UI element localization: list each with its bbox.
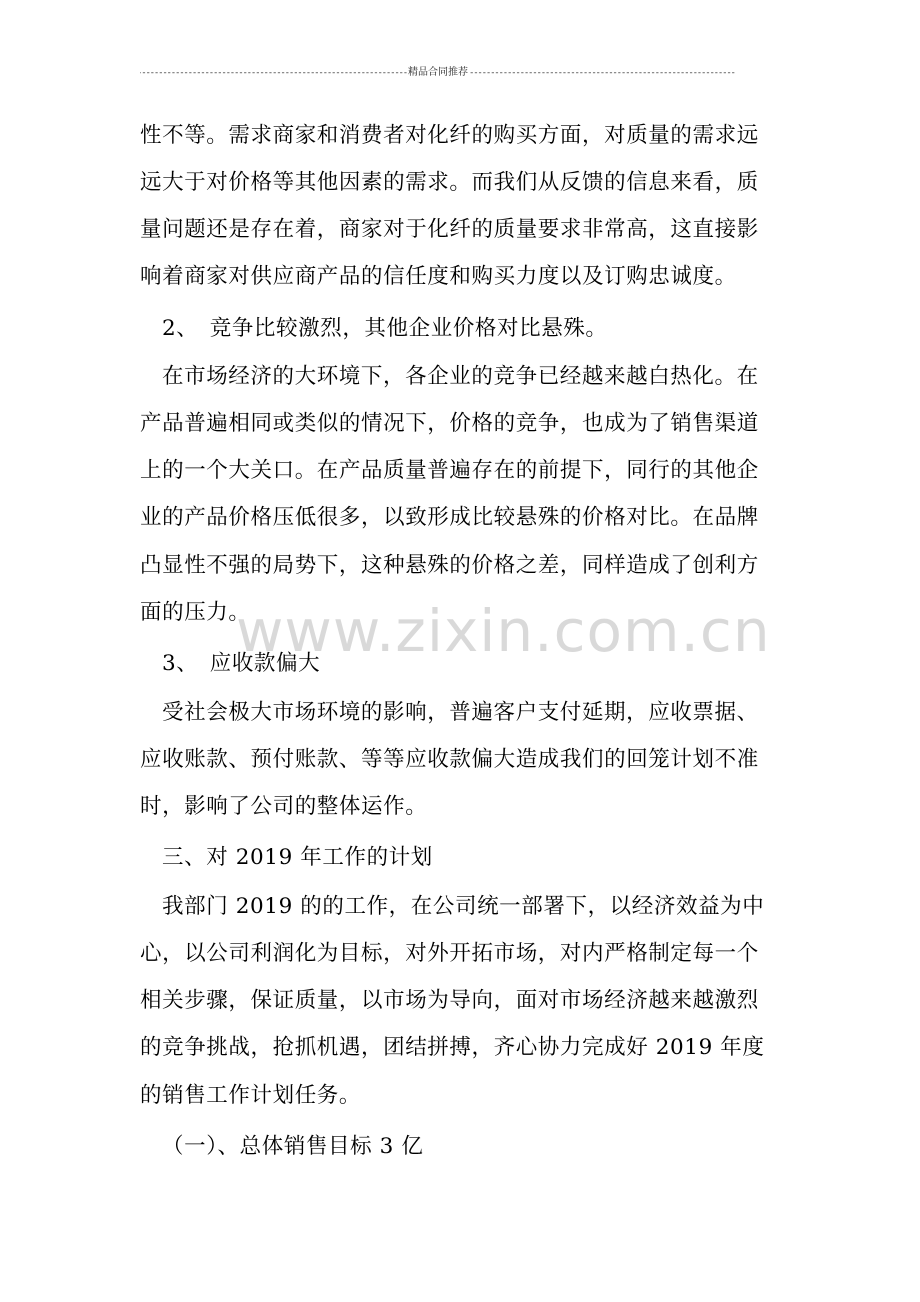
header-title: 精品合同推荐 [408,67,468,78]
text-line: 在市场经济的大环境下，各企业的竞争已经越来越白热化。在 [162,364,759,389]
text-line: 的竞争挑战，抢抓机遇，团结拼搏，齐心协力完成好 2019 年度 [140,1035,765,1060]
header-dash-left [140,66,407,80]
text-line: 响着商家对供应商产品的信任度和购买力度以及订购忠诚度。 [140,264,737,289]
text-line: 凸显性不强的局势下，这种悬殊的价格之差，同样造成了创利方 [140,553,759,578]
text-line: 相关步骤，保证质量，以市场为导向，面对市场经济越来越激烈 [140,988,759,1013]
text-line: 产品普遍相同或类似的情况下，价格的竞争，也成为了销售渠道 [140,411,759,436]
text-line: 应收账款、预付账款、等等应收款偏大造成我们的回笼计划不准 [140,747,759,772]
text-line: 的销售工作计划任务。 [140,1083,362,1108]
text-line: 受社会极大市场环境的影响，普遍客户支付延期，应收票据、 [162,700,759,725]
text-line: 上的一个大关口。在产品质量普遍存在的前提下，同行的其他企 [140,458,759,483]
section-heading: （一）、总体销售目标 3 亿 [162,1134,424,1159]
text-line: 业的产品价格压低很多，以致形成比较悬殊的价格对比。在品牌 [140,505,759,530]
text-line: 远大于对价格等其他因素的需求。而我们从反馈的信息来看，质 [140,170,759,195]
section-heading: 3、 应收款偏大 [162,651,321,676]
text-line: 量问题还是存在着，商家对于化纤的质量要求非常高，这直接影 [140,217,759,242]
section-heading: 2、 竞争比较激烈，其他企业价格对比悬殊。 [162,316,608,341]
text-line: 心，以公司利润化为目标，对外开拓市场，对内严格制定每一个 [140,941,759,966]
text-line: 时，影响了公司的整体运作。 [140,794,428,819]
section-heading: 三、对 2019 年工作的计划 [162,845,433,870]
text-line: 我部门 2019 的的工作，在公司统一部署下，以经济效益为中 [162,894,765,919]
text-line: 面的压力。 [140,600,251,625]
header-dash-right [469,66,736,80]
text-line: 性不等。需求商家和消费者对化纤的购买方面，对质量的需求远 [140,123,759,148]
watermark: www.zixin.com.cn [236,597,771,665]
page-header [140,66,736,80]
